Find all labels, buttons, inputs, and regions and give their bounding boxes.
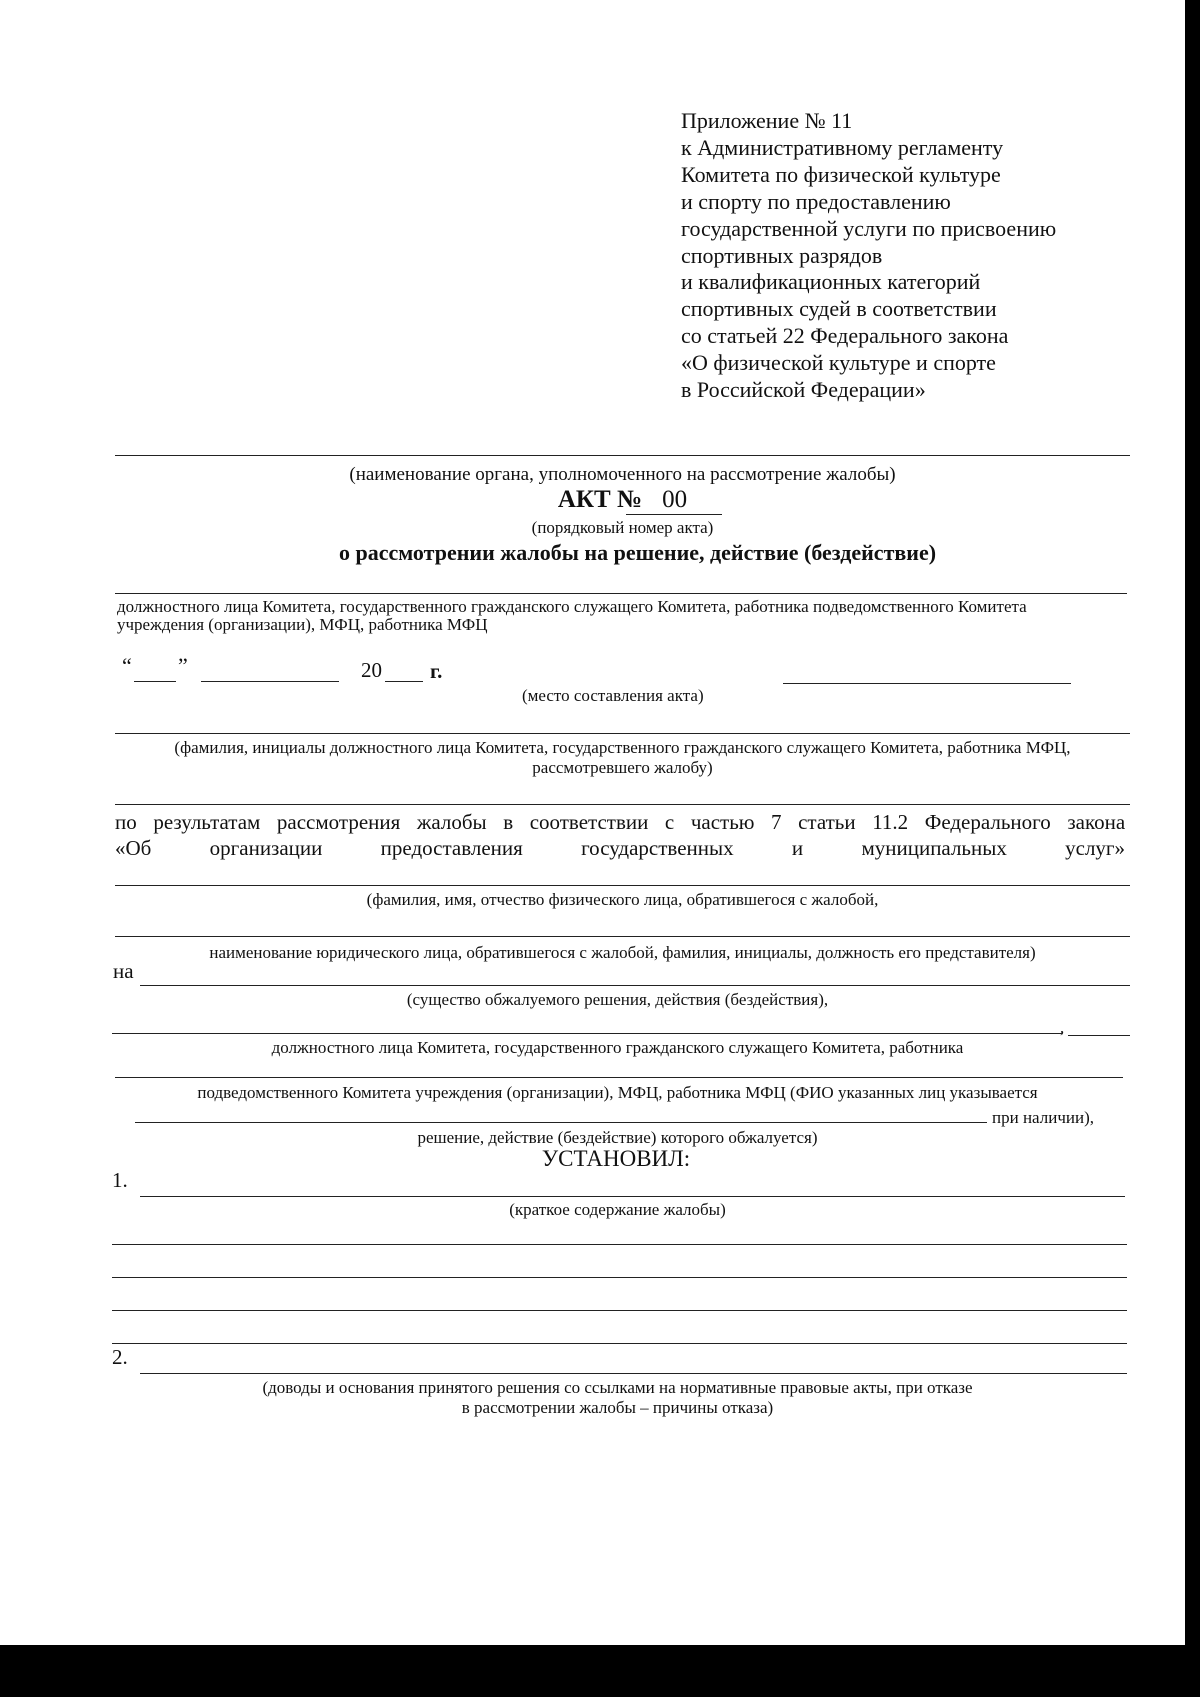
subject-caption-line1: должностного лица Комитета, государственного гражданского служащего Комитета, работника подведомственного Комитета xyxy=(117,597,1027,616)
body-word: Федерального xyxy=(924,810,1051,834)
date-year-line xyxy=(385,681,423,682)
applicant-line-2 xyxy=(115,936,1130,937)
body-word: государственных xyxy=(581,836,734,860)
blank-line xyxy=(112,1310,1127,1311)
reviewer-line xyxy=(115,733,1130,734)
appendix-line: в Российской Федерации» xyxy=(681,377,926,403)
appendix-line: государственной услуги по присвоению xyxy=(681,215,1057,241)
subject-line xyxy=(115,593,1127,594)
body-word: закона xyxy=(1067,810,1126,834)
decision-comma: , xyxy=(1060,1018,1065,1037)
act-number-caption: (порядковый номер акта) xyxy=(531,518,714,537)
applicant-caption-2: наименование юридического лица, обратившегося с жалобой, фамилия, инициалы, должность его представителя) xyxy=(209,943,1036,962)
body-line-1 xyxy=(115,809,1125,835)
applicant-caption-1: (фамилия, имя, отчество физического лица, обратившегося с жалобой, xyxy=(366,890,879,909)
appendix-line: к Административному регламенту xyxy=(681,134,1004,160)
item-1-caption: (краткое содержание жалобы) xyxy=(509,1200,726,1219)
scan-edge-shadow xyxy=(1185,0,1200,1645)
item-2-line xyxy=(140,1373,1127,1374)
body-word: «Об xyxy=(115,836,152,860)
decision-caption-3: подведомственного Комитета учреждения (организации), МФЦ, работника МФЦ (ФИО указанных лиц указывается xyxy=(197,1083,1038,1102)
appendix-line: Приложение № 11 xyxy=(681,108,853,133)
act-subject: о рассмотрении жалобы на решение, действие (бездействие) xyxy=(338,540,937,565)
item-2-number: 2. xyxy=(112,1345,128,1369)
established-heading: УСТАНОВИЛ: xyxy=(541,1146,691,1171)
decision-line-1 xyxy=(140,985,1130,986)
act-title xyxy=(0,486,1200,514)
place-line xyxy=(783,683,1071,684)
body-word: предоставления xyxy=(380,836,523,860)
body-word: частью xyxy=(690,810,755,834)
body-word: 7 xyxy=(771,810,782,834)
appendix-line: и квалификационных категорий xyxy=(681,269,981,295)
subject-caption-line2: учреждения (организации), МФЦ, работника МФЦ xyxy=(117,615,488,634)
body-word: и xyxy=(791,836,804,860)
reviewer-line-2 xyxy=(115,804,1130,805)
body-word: услуг» xyxy=(1065,836,1126,860)
reviewer-caption-line1: (фамилия, инициалы должностного лица Комитета, государственного гражданского служащего Комитета, работника МФЦ, xyxy=(174,738,1071,757)
appendix-header xyxy=(681,108,1141,404)
scan-bottom-border xyxy=(0,1645,1200,1697)
date-year-prefix: 20 xyxy=(361,658,382,682)
place-caption: (место составления акта) xyxy=(522,686,704,705)
blank-line xyxy=(112,1244,1127,1245)
body-word: по xyxy=(115,810,137,834)
decision-line-2b xyxy=(1068,1035,1130,1036)
appendix-line: Комитета по физической культуре xyxy=(681,161,1001,187)
organ-caption: (наименование органа, уполномоченного на рассмотрение жалобы) xyxy=(349,464,896,485)
organ-name-line xyxy=(115,455,1130,456)
act-number-line xyxy=(626,514,722,515)
act-number: 00 xyxy=(662,486,688,513)
date-day-line xyxy=(134,681,176,682)
applicant-line-1 xyxy=(115,885,1130,886)
appendix-line: спортивных разрядов xyxy=(681,242,883,268)
body-word: жалобы xyxy=(416,810,487,834)
reviewer-caption-line2: рассмотревшего жалобу) xyxy=(532,758,713,777)
body-word: рассмотрения xyxy=(276,810,401,834)
item-2-caption-line2: в рассмотрении жалобы – причины отказа) xyxy=(461,1398,774,1417)
appendix-line: спортивных судей в соответствии xyxy=(681,296,997,322)
appendix-line: со статьей 22 Федерального закона xyxy=(681,323,1009,349)
appendix-line: «О физической культуре и спорте xyxy=(681,350,996,376)
date-month-line xyxy=(201,681,339,682)
date-open-quote: “ xyxy=(122,653,132,678)
item-1-line xyxy=(140,1196,1125,1197)
appendix-line: и спорту по предоставлению xyxy=(681,188,951,214)
body-word: статьи xyxy=(798,810,856,834)
body-word: с xyxy=(664,810,675,834)
item-2-caption-line1: (доводы и основания принятого решения со ссылками на нормативные правовые акты, при отказе xyxy=(262,1378,973,1397)
decision-caption-1: (существо обжалуемого решения, действия (бездействия), xyxy=(406,990,829,1009)
decision-caption-4: решение, действие (бездействие) которого обжалуется) xyxy=(417,1128,818,1147)
decision-line-3 xyxy=(115,1077,1123,1078)
act-label: АКТ № xyxy=(557,486,643,513)
item-1-number: 1. xyxy=(112,1168,128,1192)
decision-line-4 xyxy=(135,1122,987,1123)
decision-line-2 xyxy=(112,1033,1062,1034)
date-year-suffix: г. xyxy=(430,659,443,683)
blank-line xyxy=(112,1277,1127,1278)
body-word: 11.2 xyxy=(872,810,909,834)
body-line-2 xyxy=(115,835,1125,861)
body-word: результатам xyxy=(153,810,261,834)
decision-caption-2: должностного лица Комитета, государственного гражданского служащего Комитета, работника xyxy=(271,1038,964,1057)
date-close-quote: ” xyxy=(178,653,188,678)
blank-line xyxy=(112,1343,1127,1344)
decision-inline-suffix: при наличии), xyxy=(992,1108,1094,1127)
body-word: организации xyxy=(209,836,323,860)
decision-na: на xyxy=(113,959,134,983)
body-word: в xyxy=(503,810,514,834)
body-word: соответствии xyxy=(529,810,649,834)
body-word: муниципальных xyxy=(861,836,1007,860)
